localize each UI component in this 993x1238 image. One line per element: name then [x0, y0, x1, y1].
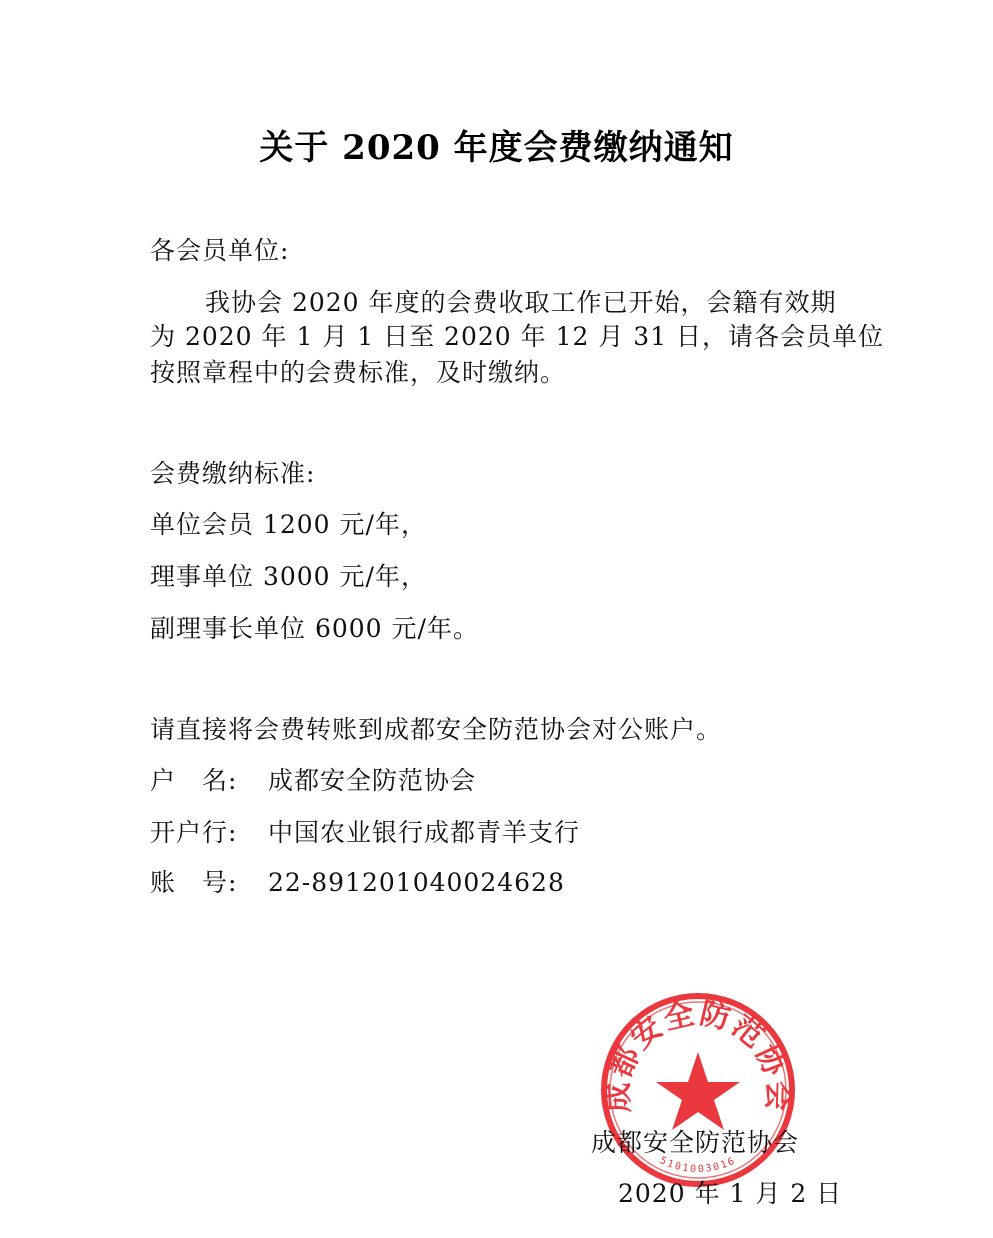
bank-value: 中国农业银行成都青羊支行	[268, 818, 581, 847]
page-title: 关于 2020 年度会费缴纳通知	[259, 128, 734, 168]
signature-org: 成都安全防范协会	[591, 1128, 800, 1157]
official-seal	[598, 990, 798, 1190]
body-line-2: 为 2020 年 1 月 1 日至 2020 年 12 月 31 日，请各会员单位	[150, 322, 885, 351]
fee-item-vice-chair-unit: 副理事长单位 6000 元/年。	[150, 614, 479, 643]
bank-label: 开户行:	[150, 818, 238, 847]
transfer-instruction: 请直接将会费转账到成都安全防范协会对公账户。	[150, 715, 723, 744]
seal-code-textpath: 5101003016	[657, 1155, 739, 1176]
fee-item-unit-member: 单位会员 1200 元/年，	[150, 510, 427, 539]
salutation: 各会员单位:	[150, 236, 290, 265]
account-name-row	[150, 764, 476, 798]
account-number-value: 22-891201040024628	[268, 868, 565, 897]
account-number-row	[150, 866, 565, 900]
body-line-3: 按照章程中的会费标准，及时缴纳。	[150, 358, 567, 387]
account-name-label: 户 名:	[150, 766, 238, 795]
star-icon	[656, 1052, 740, 1130]
fee-item-council-unit: 理事单位 3000 元/年，	[150, 562, 427, 591]
signature-date: 2020 年 1 月 2 日	[618, 1179, 843, 1208]
bank-row	[150, 816, 580, 850]
seal-arc-textpath: 成都安全防范协会	[600, 995, 796, 1114]
fee-heading: 会费缴纳标准:	[150, 459, 316, 488]
body-line-1: 我协会 2020 年度的会费收取工作已开始，会籍有效期	[205, 288, 837, 317]
account-number-label: 账 号:	[150, 868, 238, 897]
account-name-value: 成都安全防范协会	[268, 766, 477, 795]
